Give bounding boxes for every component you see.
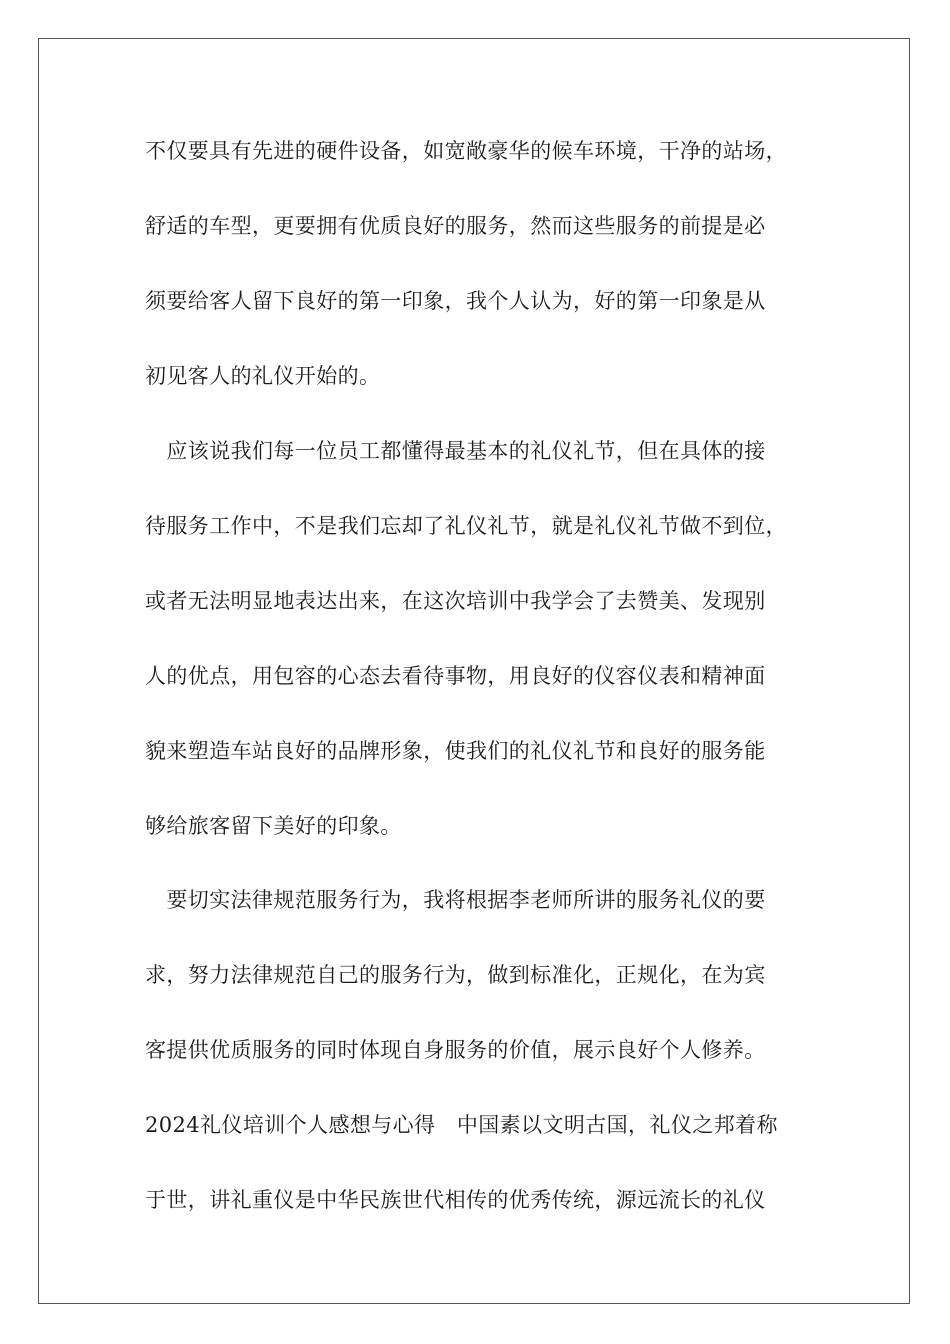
text-line: 要切实法律规范服务行为，我将根据李老师所讲的服务礼仪的要 [145, 888, 766, 912]
text-line: 够给旅客留下美好的印象。 [145, 814, 402, 838]
text-line: 人的优点，用包容的心态去看待事物，用良好的仪容仪表和精神面 [145, 664, 766, 688]
text-line: 客提供优质服务的同时体现自身服务的价值，展示良好个人修养。 [145, 1038, 766, 1062]
text-line: 舒适的车型，更要拥有优质良好的服务，然而这些服务的前提是必 [145, 214, 766, 238]
text-line: 或者无法明显地表达出来，在这次培训中我学会了去赞美、发现别 [145, 589, 766, 613]
text-line: 2024礼仪培训个人感想与心得 中国素以文明古国，礼仪之邦着称 [145, 1113, 778, 1137]
text-line: 求，努力法律规范自己的服务行为，做到标准化，正规化，在为宾 [145, 963, 766, 987]
text-line: 应该说我们每一位员工都懂得最基本的礼仪礼节，但在具体的接 [145, 439, 766, 463]
text-line: 须要给客人留下良好的第一印象，我个人认为，好的第一印象是从 [145, 289, 766, 313]
text-line: 不仅要具有先进的硬件设备，如宽敞豪华的候车环境，干净的站场， [145, 139, 787, 163]
text-line: 初见客人的礼仪开始的。 [145, 364, 381, 388]
text-line: 貌来塑造车站良好的品牌形象，使我们的礼仪礼节和良好的服务能 [145, 739, 766, 763]
text-line: 于世，讲礼重仪是中华民族世代相传的优秀传统，源远流长的礼仪 [145, 1188, 766, 1212]
text-line: 待服务工作中，不是我们忘却了礼仪礼节，就是礼仪礼节做不到位， [145, 514, 787, 538]
